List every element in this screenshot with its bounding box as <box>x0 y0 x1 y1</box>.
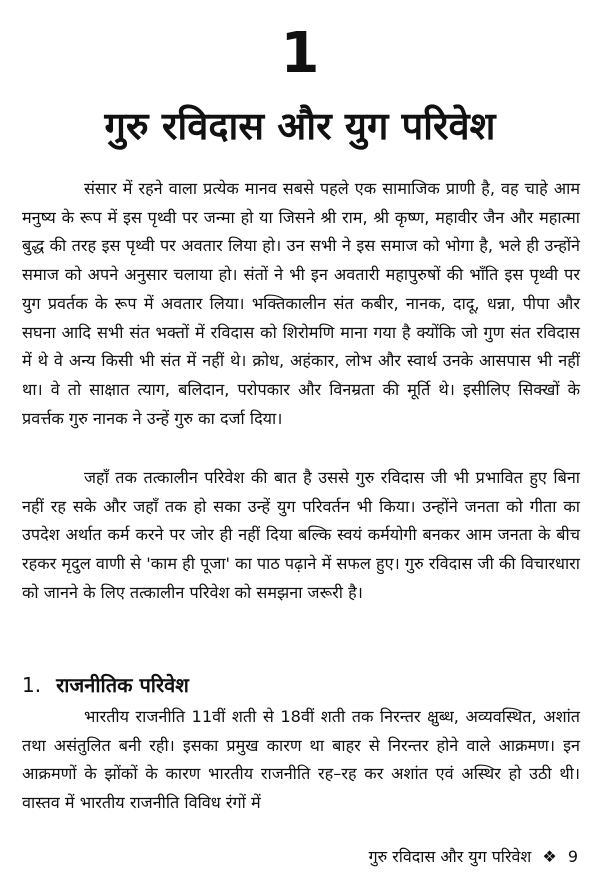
footer-ornament-icon: ❖ <box>542 847 557 866</box>
running-footer <box>369 845 578 869</box>
chapter-number: 1 <box>280 21 320 86</box>
section-title: राजनीतिक परिवेश <box>56 673 189 697</box>
body-paragraph-1: संसार में रहने वाला प्रत्येक मानव सबसे पहले एक सामाजिक प्राणी है, वह चाहे आम मनुष्य के रूप में इस पृथ्वी पर जन्मा हो या जिसने श्री राम, श्री कृष्ण, महावीर जैन और महात्मा बुद्ध की तरह इस पृथ्वी पर अवतार लिया हो। उन सभी ने इस समाज को भोगा है, भले ही उन्होंने समाज को अपने अनुसार चलाया हो। संतों ने भी इन अवतारी महापुरुषों की भाँति इस पृथ्वी पर युग प्रवर्तक के रूप में अवतार लिया। भक्तिकालीन संत कबीर, नानक, दादू, धन्ना, पीपा और सघना आदि सभी संत भक्तों में रविदास को शिरोमणि माना गया है क्योंकि जो गुण संत रविदास में थे वे अन्य किसी भी संत में नहीं थे। क्रोध, अहंकार, लोभ और स्वार्थ उनके आसपास भी नहीं था। वे तो साक्षात त्याग, बलिदान, परोपकार और विनम्रता की मूर्ति थे। इसीलिए सिक्खों के प्रवर्त्तक गुरु नानक ने उन्हें गुरु का दर्जा दिया। <box>22 179 580 428</box>
section-heading <box>22 670 189 700</box>
footer-running-title: गुरु रविदास और युग परिवेश <box>368 847 532 866</box>
section-number: 1. <box>22 673 42 697</box>
page-number: 9 <box>567 847 578 866</box>
body-paragraph-3: भारतीय राजनीति 11वीं शती से 18वीं शती तक निरन्तर क्षुब्ध, अव्यवस्थित, अशांत तथा असंतुलित बनी रही। इसका प्रमुख कारण था बाहर से निरन्तर होने वाले आक्रमण। इन आक्रमणों के झोंकों के कारण भारतीय राजनीति रह–रह कर अशांत एवं अस्थिर हो उठी थी। वास्तव में भारतीय राजनीति विविध रंगों में <box>22 707 580 813</box>
body-paragraph-2: जहाँ तक तत्कालीन परिवेश की बात है उससे गुरु रविदास जी भी प्रभावित हुए बिना नहीं रह सके और जहाँ तक हो सका उन्हें युग परिवर्तन भी किया। उन्होंने जनता को गीता का उपदेश अर्थात कर्म करने पर जोर ही नहीं दिया बल्कि स्वयं कर्मयोगी बनकर आम जनता के बीच रहकर मृदुल वाणी से 'काम ही पूजा' का पाठ पढ़ाने में सफल हुए। गुरु रविदास जी की विचारधारा को जानने के लिए तत्कालीन परिवेश को समझना जरूरी है। <box>22 468 580 602</box>
chapter-title: गुरु रविदास और युग परिवेश <box>104 104 496 148</box>
